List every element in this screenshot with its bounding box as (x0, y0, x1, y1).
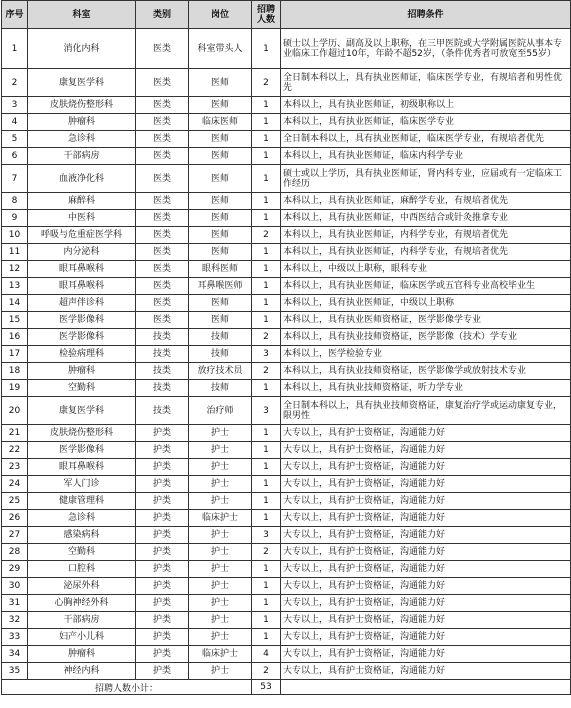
cell-category: 医类 (136, 312, 189, 329)
cell-requirements: 大专以上，具有护士资格证，沟通能力好 (281, 476, 571, 493)
cell-category: 医类 (136, 29, 189, 69)
header-category: 类别 (136, 1, 189, 29)
cell-requirements: 本科以上，具有执业医师资格证，医学影像学专业 (281, 312, 571, 329)
header-row (2, 1, 571, 29)
table-row (2, 148, 571, 165)
cell-position: 护士 (189, 629, 252, 646)
table-row (2, 114, 571, 131)
cell-no: 31 (2, 595, 28, 612)
cell-count: 1 (252, 578, 281, 595)
cell-position: 护士 (189, 527, 252, 544)
cell-position: 医师 (189, 210, 252, 227)
cell-count: 1 (252, 210, 281, 227)
cell-department: 医学影像科 (28, 442, 136, 459)
cell-department: 干部病房 (28, 148, 136, 165)
total-empty-cell (281, 680, 571, 695)
cell-category: 护类 (136, 510, 189, 527)
cell-position: 技师 (189, 380, 252, 397)
cell-count: 1 (252, 165, 281, 193)
cell-no: 10 (2, 227, 28, 244)
cell-department: 消化内科 (28, 29, 136, 69)
cell-no: 33 (2, 629, 28, 646)
cell-requirements: 本科以上，具有执业医师证，麻醉学专业，有规培者优先 (281, 193, 571, 210)
cell-category: 护类 (136, 544, 189, 561)
table-row (2, 459, 571, 476)
cell-no: 6 (2, 148, 28, 165)
cell-position: 医师 (189, 131, 252, 148)
cell-requirements: 全日制本科以上，具有执业医师证，临床医学专业，有规培者和男性优先 (281, 69, 571, 97)
cell-count: 2 (252, 329, 281, 346)
table-row (2, 476, 571, 493)
cell-count: 3 (252, 397, 281, 425)
cell-requirements: 大专以上，具有护士资格证，沟通能力好 (281, 510, 571, 527)
recruitment-table (1, 0, 571, 695)
cell-category: 护类 (136, 527, 189, 544)
cell-requirements: 本科以上，具有执业医师证，临床内科学专业 (281, 148, 571, 165)
cell-category: 护类 (136, 425, 189, 442)
cell-no: 4 (2, 114, 28, 131)
cell-category: 护类 (136, 561, 189, 578)
cell-position: 医师 (189, 193, 252, 210)
cell-category: 医类 (136, 295, 189, 312)
cell-count: 1 (252, 114, 281, 131)
cell-count: 1 (252, 476, 281, 493)
cell-position: 医师 (189, 295, 252, 312)
table-row (2, 278, 571, 295)
cell-category: 医类 (136, 114, 189, 131)
cell-no: 35 (2, 663, 28, 680)
cell-position: 医师 (189, 97, 252, 114)
cell-category: 医类 (136, 69, 189, 97)
cell-count: 1 (252, 193, 281, 210)
cell-requirements: 本科以上，医学检验专业 (281, 346, 571, 363)
cell-category: 医类 (136, 227, 189, 244)
cell-position: 护士 (189, 595, 252, 612)
table-body (2, 29, 571, 680)
cell-department: 口腔科 (28, 561, 136, 578)
cell-count: 1 (252, 380, 281, 397)
cell-no: 18 (2, 363, 28, 380)
cell-count: 1 (252, 442, 281, 459)
table-row (2, 227, 571, 244)
cell-position: 医师 (189, 69, 252, 97)
cell-position: 技师 (189, 346, 252, 363)
table-row (2, 346, 571, 363)
cell-no: 3 (2, 97, 28, 114)
cell-count: 2 (252, 544, 281, 561)
table-row (2, 329, 571, 346)
cell-requirements: 本科以上，具有执业医师证，初级职称以上 (281, 97, 571, 114)
cell-department: 军人门诊 (28, 476, 136, 493)
cell-position: 临床医师 (189, 114, 252, 131)
cell-category: 护类 (136, 663, 189, 680)
table-row (2, 425, 571, 442)
table-row (2, 595, 571, 612)
header-no: 序号 (2, 1, 28, 29)
cell-department: 妇产小儿科 (28, 629, 136, 646)
cell-count: 1 (252, 97, 281, 114)
cell-department: 眼耳鼻喉科 (28, 278, 136, 295)
cell-position: 治疗师 (189, 397, 252, 425)
cell-requirements: 大专以上，具有护士资格证，沟通能力好 (281, 442, 571, 459)
cell-requirements: 本科以上，具有执业医师证，内科学专业，有规培者优先 (281, 227, 571, 244)
cell-department: 康复医学科 (28, 397, 136, 425)
cell-count: 1 (252, 29, 281, 69)
table-row (2, 510, 571, 527)
cell-position: 科室带头人 (189, 29, 252, 69)
cell-count: 4 (252, 646, 281, 663)
table-row (2, 29, 571, 69)
cell-no: 5 (2, 131, 28, 148)
cell-no: 29 (2, 561, 28, 578)
cell-count: 1 (252, 629, 281, 646)
cell-category: 医类 (136, 148, 189, 165)
cell-position: 医师 (189, 148, 252, 165)
cell-requirements: 本科以上，具有执业医师证，临床医学或五官科专业高校毕业生 (281, 278, 571, 295)
cell-category: 护类 (136, 612, 189, 629)
cell-category: 护类 (136, 442, 189, 459)
cell-no: 24 (2, 476, 28, 493)
cell-category: 护类 (136, 476, 189, 493)
cell-position: 护士 (189, 493, 252, 510)
cell-requirements: 本科以上，具有执业技师资格证，听力学专业 (281, 380, 571, 397)
cell-position: 护士 (189, 425, 252, 442)
cell-position: 医师 (189, 244, 252, 261)
header-requirements: 招聘条件 (281, 1, 571, 29)
cell-requirements: 本科以上，具有执业技师资格证，医学影像（技术）学专业 (281, 329, 571, 346)
cell-requirements: 大专以上，具有护士资格证，沟通能力好 (281, 663, 571, 680)
cell-department: 超声伴诊科 (28, 295, 136, 312)
cell-no: 32 (2, 612, 28, 629)
cell-count: 1 (252, 131, 281, 148)
table-row (2, 397, 571, 425)
cell-department: 皮肤烧伤整形科 (28, 425, 136, 442)
cell-requirements: 大专以上，具有护士资格证，沟通能力好 (281, 527, 571, 544)
cell-requirements: 大专以上，具有护士资格证，沟通能力好 (281, 595, 571, 612)
cell-position: 护士 (189, 578, 252, 595)
cell-count: 1 (252, 425, 281, 442)
cell-no: 19 (2, 380, 28, 397)
cell-department: 检验病理科 (28, 346, 136, 363)
cell-category: 护类 (136, 459, 189, 476)
table-row (2, 527, 571, 544)
table-row (2, 312, 571, 329)
cell-no: 16 (2, 329, 28, 346)
table-row (2, 261, 571, 278)
cell-requirements: 大专以上，具有护士资格证，沟通能力好 (281, 425, 571, 442)
cell-position: 医师 (189, 312, 252, 329)
cell-department: 肿瘤科 (28, 646, 136, 663)
cell-category: 医类 (136, 244, 189, 261)
cell-category: 医类 (136, 165, 189, 193)
cell-requirements: 大专以上，具有护士资格证，沟通能力好 (281, 629, 571, 646)
cell-count: 1 (252, 595, 281, 612)
cell-no: 25 (2, 493, 28, 510)
cell-category: 技类 (136, 380, 189, 397)
cell-category: 护类 (136, 578, 189, 595)
table-row (2, 629, 571, 646)
cell-category: 医类 (136, 210, 189, 227)
table-row (2, 210, 571, 227)
cell-position: 眼科医师 (189, 261, 252, 278)
total-count: 53 (252, 680, 281, 695)
cell-count: 2 (252, 227, 281, 244)
cell-no: 15 (2, 312, 28, 329)
cell-requirements: 大专以上，具有护士资格证，沟通能力好 (281, 544, 571, 561)
cell-position: 护士 (189, 476, 252, 493)
cell-no: 11 (2, 244, 28, 261)
cell-no: 12 (2, 261, 28, 278)
cell-no: 2 (2, 69, 28, 97)
cell-count: 2 (252, 363, 281, 380)
cell-requirements: 大专以上，具有护士资格证，沟通能力好 (281, 646, 571, 663)
cell-requirements: 本科以上，具有执业技师资格证，医学影像学或放射技术专业 (281, 363, 571, 380)
cell-count: 1 (252, 278, 281, 295)
cell-no: 8 (2, 193, 28, 210)
cell-requirements: 全日制本科以上，具有执业技师资格证，康复治疗学或运动康复专业，限男性 (281, 397, 571, 425)
cell-position: 护士 (189, 544, 252, 561)
cell-count: 1 (252, 459, 281, 476)
cell-no: 34 (2, 646, 28, 663)
cell-position: 放疗技术员 (189, 363, 252, 380)
cell-position: 护士 (189, 442, 252, 459)
cell-requirements: 大专以上，具有护士资格证，沟通能力好 (281, 612, 571, 629)
cell-count: 1 (252, 612, 281, 629)
cell-no: 27 (2, 527, 28, 544)
cell-department: 眼耳鼻喉科 (28, 261, 136, 278)
cell-department: 肿瘤科 (28, 114, 136, 131)
header-count: 招聘人数 (252, 1, 281, 29)
table-row (2, 442, 571, 459)
cell-position: 护士 (189, 561, 252, 578)
cell-no: 17 (2, 346, 28, 363)
cell-requirements: 本科以上，具有执业医师证，中西医结合或针灸推拿专业 (281, 210, 571, 227)
cell-requirements: 本科以上，具有执业医师证，中级以上职称 (281, 295, 571, 312)
cell-no: 7 (2, 165, 28, 193)
table-row (2, 295, 571, 312)
cell-count: 3 (252, 346, 281, 363)
cell-requirements: 大专以上，具有护士资格证，沟通能力好 (281, 459, 571, 476)
cell-count: 1 (252, 561, 281, 578)
cell-no: 1 (2, 29, 28, 69)
cell-category: 护类 (136, 493, 189, 510)
table-row (2, 561, 571, 578)
cell-requirements: 本科以上，具有执业医师证，内科学专业，有规培者优先 (281, 244, 571, 261)
cell-no: 28 (2, 544, 28, 561)
cell-department: 神经内科 (28, 663, 136, 680)
cell-category: 医类 (136, 261, 189, 278)
cell-department: 中医科 (28, 210, 136, 227)
header-department: 科室 (28, 1, 136, 29)
table-row (2, 612, 571, 629)
cell-department: 空勤科 (28, 544, 136, 561)
cell-no: 22 (2, 442, 28, 459)
cell-count: 3 (252, 527, 281, 544)
cell-category: 技类 (136, 329, 189, 346)
cell-requirements: 本科以上，具有执业医师证，临床医学专业 (281, 114, 571, 131)
cell-requirements: 硕士以上学历、副高及以上职称，在三甲医院或大学附属医院从事本专业临床工作超过10年，年龄不超52岁，（条件优秀者可放宽至55岁） (281, 29, 571, 69)
cell-category: 护类 (136, 595, 189, 612)
cell-category: 医类 (136, 193, 189, 210)
cell-department: 血液净化科 (28, 165, 136, 193)
cell-requirements: 硕士或以上学历，具有执业医师证，肾内科专业，应届或有一定临床工作经历 (281, 165, 571, 193)
cell-position: 临床护士 (189, 510, 252, 527)
header-position: 岗位 (189, 1, 252, 29)
cell-department: 康复医学科 (28, 69, 136, 97)
cell-count: 1 (252, 148, 281, 165)
cell-requirements: 大专以上，具有护士资格证，沟通能力好 (281, 493, 571, 510)
cell-count: 1 (252, 493, 281, 510)
footer-row (2, 680, 571, 695)
cell-position: 临床护士 (189, 646, 252, 663)
cell-category: 护类 (136, 629, 189, 646)
cell-no: 30 (2, 578, 28, 595)
cell-position: 护士 (189, 612, 252, 629)
cell-category: 技类 (136, 363, 189, 380)
cell-position: 护士 (189, 459, 252, 476)
cell-department: 健康管理科 (28, 493, 136, 510)
cell-department: 眼耳鼻喉科 (28, 459, 136, 476)
table-row (2, 131, 571, 148)
cell-category: 技类 (136, 346, 189, 363)
cell-department: 干部病房 (28, 612, 136, 629)
cell-count: 1 (252, 312, 281, 329)
cell-department: 空勤科 (28, 380, 136, 397)
cell-department: 肿瘤科 (28, 363, 136, 380)
cell-category: 医类 (136, 278, 189, 295)
cell-requirements: 全日制本科以上，具有执业医师证，临床医学专业，有规培者优先 (281, 131, 571, 148)
cell-count: 1 (252, 244, 281, 261)
cell-count: 2 (252, 663, 281, 680)
cell-department: 医学影像科 (28, 312, 136, 329)
table-row (2, 663, 571, 680)
cell-no: 9 (2, 210, 28, 227)
table-row (2, 646, 571, 663)
cell-count: 1 (252, 295, 281, 312)
cell-category: 技类 (136, 397, 189, 425)
table-row (2, 363, 571, 380)
cell-position: 护士 (189, 663, 252, 680)
cell-department: 内分泌科 (28, 244, 136, 261)
cell-category: 医类 (136, 131, 189, 148)
cell-position: 医师 (189, 165, 252, 193)
cell-requirements: 大专以上，具有护士资格证，沟通能力好 (281, 578, 571, 595)
cell-requirements: 本科以上，中级以上职称，眼科专业 (281, 261, 571, 278)
total-label: 招聘人数小计： (2, 680, 252, 695)
cell-count: 2 (252, 69, 281, 97)
cell-department: 急诊科 (28, 510, 136, 527)
table-row (2, 578, 571, 595)
cell-position: 医师 (189, 227, 252, 244)
table-row (2, 165, 571, 193)
cell-count: 1 (252, 261, 281, 278)
cell-category: 医类 (136, 97, 189, 114)
table-row (2, 380, 571, 397)
table-row (2, 69, 571, 97)
table-row (2, 544, 571, 561)
cell-department: 心胸神经外科 (28, 595, 136, 612)
cell-department: 医学影像科 (28, 329, 136, 346)
cell-department: 泌尿外科 (28, 578, 136, 595)
cell-no: 14 (2, 295, 28, 312)
cell-no: 21 (2, 425, 28, 442)
table-row (2, 244, 571, 261)
cell-department: 急诊科 (28, 131, 136, 148)
table-row (2, 193, 571, 210)
cell-position: 耳鼻喉医师 (189, 278, 252, 295)
cell-no: 23 (2, 459, 28, 476)
cell-department: 呼吸与危重症医学科 (28, 227, 136, 244)
cell-category: 护类 (136, 646, 189, 663)
cell-department: 麻醉科 (28, 193, 136, 210)
cell-position: 技师 (189, 329, 252, 346)
cell-no: 13 (2, 278, 28, 295)
cell-department: 皮肤烧伤整形科 (28, 97, 136, 114)
cell-no: 26 (2, 510, 28, 527)
table-row (2, 97, 571, 114)
cell-no: 20 (2, 397, 28, 425)
cell-department: 感染病科 (28, 527, 136, 544)
table-row (2, 493, 571, 510)
cell-count: 1 (252, 510, 281, 527)
cell-requirements: 大专以上，具有护士资格证，沟通能力好 (281, 561, 571, 578)
